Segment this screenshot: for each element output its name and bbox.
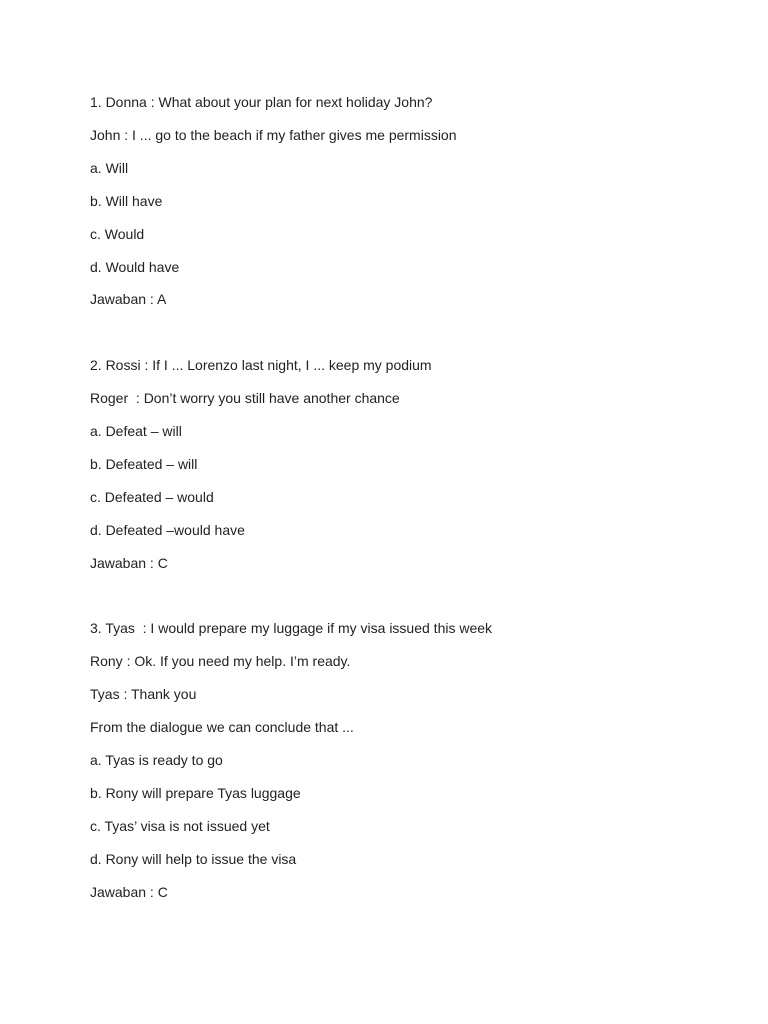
question-3-prompt: 3. Tyas : I would prepare my luggage if my visa issued this week bbox=[90, 620, 493, 636]
question-3-option-d: d. Rony will help to issue the visa bbox=[90, 851, 297, 867]
question-3-dialogue-1: Rony : Ok. If you need my help. I’m ready. bbox=[90, 653, 351, 669]
question-1-option-b: b. Will have bbox=[90, 193, 163, 209]
question-1-option-c: c. Would bbox=[90, 226, 145, 242]
question-3-option-a: a. Tyas is ready to go bbox=[90, 752, 223, 768]
question-2-option-c: c. Defeated – would bbox=[90, 489, 214, 505]
question-1-option-a: a. Will bbox=[90, 160, 129, 176]
question-3-dialogue-2: Tyas : Thank you bbox=[90, 686, 197, 702]
question-1-answer: Jawaban : A bbox=[90, 291, 167, 307]
question-2-option-d: d. Defeated –would have bbox=[90, 522, 245, 538]
question-3-option-b: b. Rony will prepare Tyas luggage bbox=[90, 785, 301, 801]
question-3-stem: From the dialogue we can conclude that ... bbox=[90, 719, 354, 735]
question-2-prompt: 2. Rossi : If I ... Lorenzo last night, I ... keep my podium bbox=[90, 357, 432, 373]
question-2-option-b: b. Defeated – will bbox=[90, 456, 198, 472]
question-1-prompt: 1. Donna : What about your plan for next holiday John? bbox=[90, 94, 433, 110]
question-2-dialogue: Roger : Don’t worry you still have another chance bbox=[90, 390, 400, 406]
question-3-option-c: c. Tyas’ visa is not issued yet bbox=[90, 818, 270, 834]
question-1-option-d: d. Would have bbox=[90, 259, 180, 275]
question-2-option-a: a. Defeat – will bbox=[90, 423, 182, 439]
question-1-dialogue: John : I ... go to the beach if my father gives me permission bbox=[90, 127, 457, 143]
question-2-answer: Jawaban : C bbox=[90, 555, 168, 571]
question-3-answer: Jawaban : C bbox=[90, 884, 168, 900]
